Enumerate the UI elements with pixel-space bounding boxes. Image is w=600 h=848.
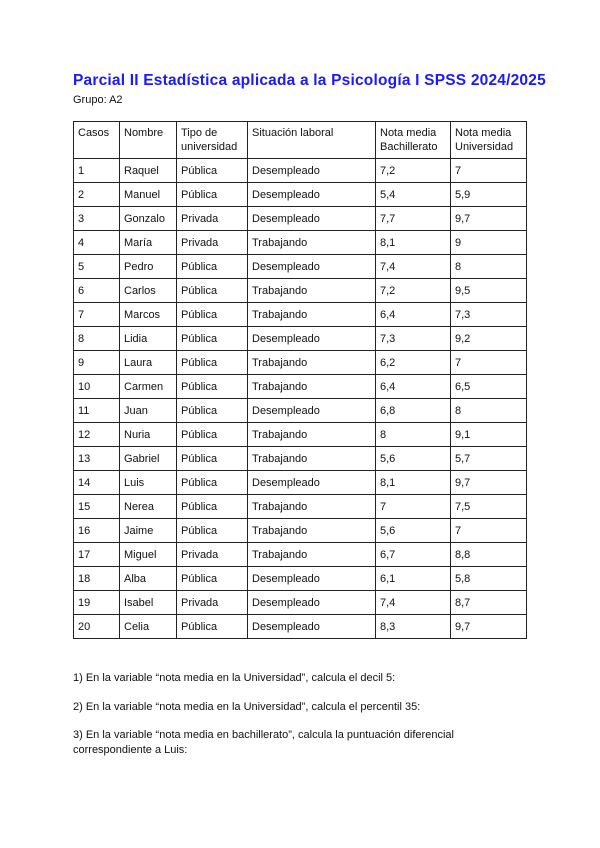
cell-nombre: Nerea bbox=[120, 495, 177, 519]
cell-nota-universidad: 7,5 bbox=[451, 495, 527, 519]
table-header-row bbox=[74, 122, 527, 159]
cell-nombre: Miguel bbox=[120, 543, 177, 567]
cell-tipo-universidad: Pública bbox=[177, 399, 248, 423]
cell-nota-bachillerato: 7 bbox=[376, 495, 451, 519]
cell-tipo-universidad: Pública bbox=[177, 327, 248, 351]
cell-casos: 17 bbox=[74, 543, 120, 567]
cell-tipo-universidad: Pública bbox=[177, 615, 248, 639]
cell-nota-universidad: 7 bbox=[451, 159, 527, 183]
cell-situacion-laboral: Desempleado bbox=[248, 183, 376, 207]
cell-nota-bachillerato: 6,8 bbox=[376, 399, 451, 423]
table-row bbox=[74, 279, 527, 303]
cell-tipo-universidad: Pública bbox=[177, 447, 248, 471]
cell-nota-universidad: 9,7 bbox=[451, 207, 527, 231]
cell-tipo-universidad: Privada bbox=[177, 231, 248, 255]
cell-nombre: María bbox=[120, 231, 177, 255]
cell-casos: 10 bbox=[74, 375, 120, 399]
cell-tipo-universidad: Pública bbox=[177, 303, 248, 327]
cell-nombre: Jaime bbox=[120, 519, 177, 543]
cell-situacion-laboral: Desempleado bbox=[248, 399, 376, 423]
cell-casos: 2 bbox=[74, 183, 120, 207]
cell-nota-universidad: 8 bbox=[451, 399, 527, 423]
cell-situacion-laboral: Trabajando bbox=[248, 519, 376, 543]
cell-situacion-laboral: Desempleado bbox=[248, 471, 376, 495]
cell-situacion-laboral: Desempleado bbox=[248, 327, 376, 351]
cell-tipo-universidad: Pública bbox=[177, 375, 248, 399]
cell-situacion-laboral: Trabajando bbox=[248, 495, 376, 519]
table-row bbox=[74, 399, 527, 423]
cell-situacion-laboral: Desempleado bbox=[248, 591, 376, 615]
table-row bbox=[74, 567, 527, 591]
cell-nota-universidad: 9 bbox=[451, 231, 527, 255]
cell-nombre: Marcos bbox=[120, 303, 177, 327]
cell-nota-bachillerato: 7,4 bbox=[376, 255, 451, 279]
cell-nota-universidad: 9,2 bbox=[451, 327, 527, 351]
cell-tipo-universidad: Pública bbox=[177, 351, 248, 375]
table-row bbox=[74, 351, 527, 375]
table-row bbox=[74, 615, 527, 639]
cell-casos: 7 bbox=[74, 303, 120, 327]
cell-nombre: Raquel bbox=[120, 159, 177, 183]
header-casos: Casos bbox=[74, 122, 120, 159]
table-row bbox=[74, 207, 527, 231]
cell-nota-universidad: 8 bbox=[451, 255, 527, 279]
cell-nota-bachillerato: 7,2 bbox=[376, 159, 451, 183]
cell-situacion-laboral: Desempleado bbox=[248, 255, 376, 279]
header-situacion-laboral: Situación laboral bbox=[248, 122, 376, 159]
cell-nota-bachillerato: 6,1 bbox=[376, 567, 451, 591]
table-row bbox=[74, 543, 527, 567]
cell-nota-bachillerato: 5,4 bbox=[376, 183, 451, 207]
cell-tipo-universidad: Privada bbox=[177, 591, 248, 615]
cell-nota-bachillerato: 7,3 bbox=[376, 327, 451, 351]
cell-situacion-laboral: Trabajando bbox=[248, 303, 376, 327]
cell-nota-bachillerato: 5,6 bbox=[376, 447, 451, 471]
cell-nota-bachillerato: 6,4 bbox=[376, 303, 451, 327]
cell-situacion-laboral: Trabajando bbox=[248, 423, 376, 447]
table-row bbox=[74, 159, 527, 183]
cell-situacion-laboral: Trabajando bbox=[248, 375, 376, 399]
cell-casos: 4 bbox=[74, 231, 120, 255]
cell-casos: 14 bbox=[74, 471, 120, 495]
cell-nombre: Alba bbox=[120, 567, 177, 591]
cell-casos: 13 bbox=[74, 447, 120, 471]
cell-nota-universidad: 5,8 bbox=[451, 567, 527, 591]
table-row bbox=[74, 231, 527, 255]
cell-tipo-universidad: Pública bbox=[177, 495, 248, 519]
cell-nombre: Lidia bbox=[120, 327, 177, 351]
cell-nota-universidad: 7 bbox=[451, 519, 527, 543]
table-row bbox=[74, 471, 527, 495]
cell-nombre: Isabel bbox=[120, 591, 177, 615]
cell-nombre: Gabriel bbox=[120, 447, 177, 471]
cell-casos: 9 bbox=[74, 351, 120, 375]
cell-nota-bachillerato: 8,1 bbox=[376, 231, 451, 255]
table-row bbox=[74, 495, 527, 519]
cell-tipo-universidad: Pública bbox=[177, 567, 248, 591]
cell-nombre: Pedro bbox=[120, 255, 177, 279]
cell-nombre: Manuel bbox=[120, 183, 177, 207]
cell-nota-universidad: 8,7 bbox=[451, 591, 527, 615]
cell-situacion-laboral: Desempleado bbox=[248, 567, 376, 591]
cell-situacion-laboral: Trabajando bbox=[248, 351, 376, 375]
cell-nota-universidad: 9,7 bbox=[451, 471, 527, 495]
table-row bbox=[74, 303, 527, 327]
table-row bbox=[74, 519, 527, 543]
cell-nota-bachillerato: 7,4 bbox=[376, 591, 451, 615]
cell-nota-universidad: 6,5 bbox=[451, 375, 527, 399]
cell-nota-universidad: 5,9 bbox=[451, 183, 527, 207]
cell-nota-bachillerato: 8 bbox=[376, 423, 451, 447]
cell-situacion-laboral: Trabajando bbox=[248, 447, 376, 471]
table-row bbox=[74, 183, 527, 207]
cell-nota-universidad: 5,7 bbox=[451, 447, 527, 471]
cell-nota-bachillerato: 7,2 bbox=[376, 279, 451, 303]
cell-nota-universidad: 9,5 bbox=[451, 279, 527, 303]
question-3: 3) En la variable “nota media en bachillerato”, calcula la puntuación diferencial correspondiente a Luis: bbox=[73, 729, 454, 756]
cell-situacion-laboral: Trabajando bbox=[248, 543, 376, 567]
cell-casos: 16 bbox=[74, 519, 120, 543]
cell-situacion-laboral: Trabajando bbox=[248, 231, 376, 255]
cell-nota-universidad: 7,3 bbox=[451, 303, 527, 327]
question-2: 2) En la variable “nota media en la Universidad”, calcula el percentil 35: bbox=[73, 701, 421, 713]
cell-tipo-universidad: Privada bbox=[177, 543, 248, 567]
cell-nota-bachillerato: 6,7 bbox=[376, 543, 451, 567]
header-nota-bachillerato: Nota media Bachillerato bbox=[376, 122, 451, 159]
cell-situacion-laboral: Desempleado bbox=[248, 615, 376, 639]
cell-nombre: Juan bbox=[120, 399, 177, 423]
cell-nota-bachillerato: 7,7 bbox=[376, 207, 451, 231]
cell-casos: 3 bbox=[74, 207, 120, 231]
cell-nota-bachillerato: 6,4 bbox=[376, 375, 451, 399]
cell-tipo-universidad: Pública bbox=[177, 159, 248, 183]
cell-casos: 12 bbox=[74, 423, 120, 447]
cell-tipo-universidad: Privada bbox=[177, 207, 248, 231]
cell-tipo-universidad: Pública bbox=[177, 423, 248, 447]
header-nota-universidad: Nota media Universidad bbox=[451, 122, 527, 159]
cell-situacion-laboral: Trabajando bbox=[248, 279, 376, 303]
cell-nota-universidad: 9,1 bbox=[451, 423, 527, 447]
header-nombre: Nombre bbox=[120, 122, 177, 159]
cell-casos: 5 bbox=[74, 255, 120, 279]
table-row bbox=[74, 591, 527, 615]
cell-tipo-universidad: Pública bbox=[177, 471, 248, 495]
cell-nombre: Carmen bbox=[120, 375, 177, 399]
cell-nota-universidad: 7 bbox=[451, 351, 527, 375]
cell-nombre: Carlos bbox=[120, 279, 177, 303]
table-row bbox=[74, 327, 527, 351]
cell-nota-universidad: 9,7 bbox=[451, 615, 527, 639]
cell-nota-bachillerato: 8,3 bbox=[376, 615, 451, 639]
cell-tipo-universidad: Pública bbox=[177, 519, 248, 543]
cell-casos: 8 bbox=[74, 327, 120, 351]
page-title: Parcial II Estadística aplicada a la Psicología I SPSS 2024/2025 bbox=[73, 72, 546, 89]
data-table bbox=[73, 121, 527, 639]
cell-nombre: Celia bbox=[120, 615, 177, 639]
cell-nota-bachillerato: 6,2 bbox=[376, 351, 451, 375]
cell-tipo-universidad: Pública bbox=[177, 183, 248, 207]
table-row bbox=[74, 423, 527, 447]
header-tipo-universidad: Tipo de universidad bbox=[177, 122, 248, 159]
cell-nombre: Laura bbox=[120, 351, 177, 375]
table-row bbox=[74, 255, 527, 279]
cell-situacion-laboral: Desempleado bbox=[248, 207, 376, 231]
cell-casos: 1 bbox=[74, 159, 120, 183]
cell-nota-bachillerato: 5,6 bbox=[376, 519, 451, 543]
cell-nota-universidad: 8,8 bbox=[451, 543, 527, 567]
cell-nombre: Nuria bbox=[120, 423, 177, 447]
table-row bbox=[74, 447, 527, 471]
cell-tipo-universidad: Pública bbox=[177, 279, 248, 303]
table-row bbox=[74, 375, 527, 399]
cell-casos: 11 bbox=[74, 399, 120, 423]
cell-casos: 15 bbox=[74, 495, 120, 519]
cell-nota-bachillerato: 8,1 bbox=[376, 471, 451, 495]
cell-nombre: Luis bbox=[120, 471, 177, 495]
cell-casos: 18 bbox=[74, 567, 120, 591]
cell-casos: 20 bbox=[74, 615, 120, 639]
cell-tipo-universidad: Pública bbox=[177, 255, 248, 279]
cell-casos: 19 bbox=[74, 591, 120, 615]
cell-nombre: Gonzalo bbox=[120, 207, 177, 231]
group-label: Grupo: A2 bbox=[73, 94, 123, 106]
cell-casos: 6 bbox=[74, 279, 120, 303]
question-1: 1) En la variable “nota media en la Universidad”, calcula el decil 5: bbox=[73, 672, 396, 684]
cell-situacion-laboral: Desempleado bbox=[248, 159, 376, 183]
